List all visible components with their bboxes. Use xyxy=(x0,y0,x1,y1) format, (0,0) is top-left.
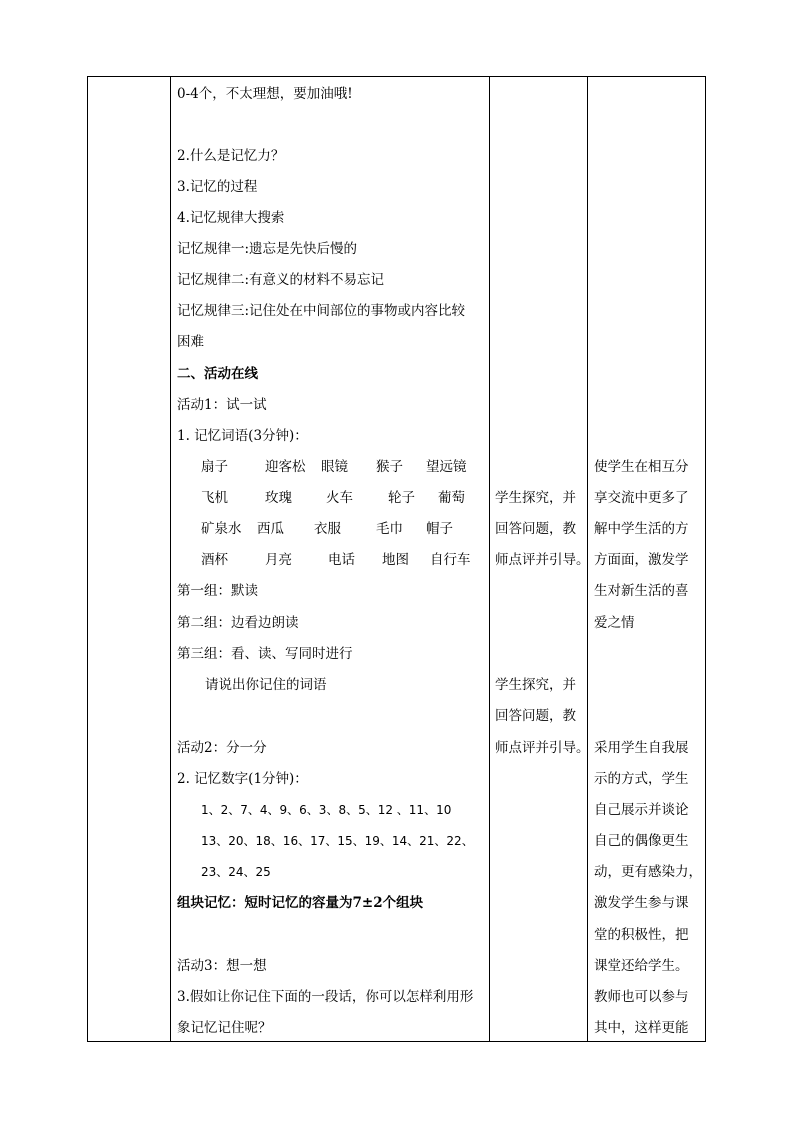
word: 帽子 xyxy=(426,521,453,537)
word: 葡萄 xyxy=(438,490,465,506)
question-2: 2.什么是记忆力？ xyxy=(177,148,285,164)
student-activity-column xyxy=(490,77,590,1041)
purpose-line: 示的方式，学生 xyxy=(594,771,689,787)
purpose-line: 享交流中更多了 xyxy=(594,490,689,506)
word: 毛巾 xyxy=(376,521,403,537)
design-purpose-column xyxy=(588,77,706,1041)
student-activity-line: 师点评并引导。 xyxy=(495,740,590,756)
student-activity-line: 学生探究，并 xyxy=(495,490,576,506)
purpose-line: 采用学生自我展 xyxy=(594,740,689,756)
word: 火车 xyxy=(326,490,353,506)
word: 轮子 xyxy=(388,490,415,506)
number-sequence: 23、24、25 xyxy=(201,865,271,879)
purpose-line: 自己展示并谈论 xyxy=(594,802,689,818)
word: 自行车 xyxy=(430,552,471,568)
memory-rule-3-cont: 困难 xyxy=(177,334,204,350)
chunking-note: 组块记忆：短时记忆的容量为7±2个组块 xyxy=(177,895,424,911)
recall-prompt: 请说出你记住的词语 xyxy=(205,677,327,693)
question-3b: 3.假如让你记住下面的一段话，你可以怎样利用形 xyxy=(177,989,474,1005)
question-4: 4.记忆规律大搜索 xyxy=(177,210,285,226)
purpose-line: 方面面，激发学 xyxy=(594,552,689,568)
purpose-line: 激发学生参与课 xyxy=(594,895,689,911)
activity-3-heading: 活动3：想一想 xyxy=(177,958,267,974)
activity-2-heading: 活动2：分一分 xyxy=(177,740,267,756)
group-1: 第一组：默读 xyxy=(177,583,258,599)
word: 衣服 xyxy=(314,521,341,537)
word: 迎客松 xyxy=(265,459,306,475)
word: 望远镜 xyxy=(426,459,467,475)
purpose-line: 课堂还给学生。 xyxy=(594,958,689,974)
section-heading: 二、活动在线 xyxy=(177,366,258,382)
group-2: 第二组：边看边朗读 xyxy=(177,615,299,631)
student-activity-line: 师点评并引导。 xyxy=(495,552,590,568)
word: 地图 xyxy=(382,552,409,568)
memory-rule-2: 记忆规律二:有意义的材料不易忘记 xyxy=(177,272,385,288)
question-3b-cont: 象记忆记住呢？ xyxy=(177,1020,272,1036)
word: 矿泉水 xyxy=(201,521,242,537)
question-3: 3.记忆的过程 xyxy=(177,179,258,195)
purpose-line: 解中学生活的方 xyxy=(594,521,689,537)
purpose-line: 堂的积极性，把 xyxy=(594,927,689,943)
purpose-line: 生对新生活的喜 xyxy=(594,583,689,599)
student-activity-line: 回答问题，教 xyxy=(495,521,576,537)
memory-rule-1: 记忆规律一:遗忘是先快后慢的 xyxy=(177,241,358,257)
score-note: 0-4个，不太理想，要加油哦! xyxy=(177,86,353,102)
activity-1-heading: 活动1：试一试 xyxy=(177,397,267,413)
word: 西瓜 xyxy=(257,521,284,537)
word: 扇子 xyxy=(201,459,228,475)
content-column xyxy=(171,77,489,1041)
word: 酒杯 xyxy=(201,552,228,568)
student-activity-line: 回答问题，教 xyxy=(495,708,576,724)
number-sequence: 13、20、18、16、17、15、19、14、21、22、 xyxy=(201,834,474,848)
word: 猴子 xyxy=(376,459,403,475)
purpose-line: 爱之情 xyxy=(594,615,635,631)
memory-rule-3: 记忆规律三:记住处在中间部位的事物或内容比较 xyxy=(177,303,466,319)
word: 眼镜 xyxy=(321,459,348,475)
purpose-line: 动，更有感染力， xyxy=(594,864,702,880)
item-1: 1. 记忆词语(3分钟)： xyxy=(177,428,308,444)
number-sequence: 1、2、7、4、9、6、3、8、5、12 、11、10 xyxy=(201,803,452,817)
word: 玫瑰 xyxy=(265,490,292,506)
purpose-line: 自己的偶像更生 xyxy=(594,833,689,849)
purpose-line: 其中，这样更能 xyxy=(594,1020,689,1036)
student-activity-line: 学生探究，并 xyxy=(495,677,576,693)
purpose-line: 使学生在相互分 xyxy=(594,459,689,475)
word: 月亮 xyxy=(265,552,292,568)
group-3: 第三组：看、读、写同时进行 xyxy=(177,646,353,662)
word: 飞机 xyxy=(201,490,228,506)
lesson-table xyxy=(87,76,706,1042)
item-2: 2. 记忆数字(1分钟)： xyxy=(177,771,308,787)
word: 电话 xyxy=(328,552,355,568)
purpose-line: 教师也可以参与 xyxy=(594,989,689,1005)
